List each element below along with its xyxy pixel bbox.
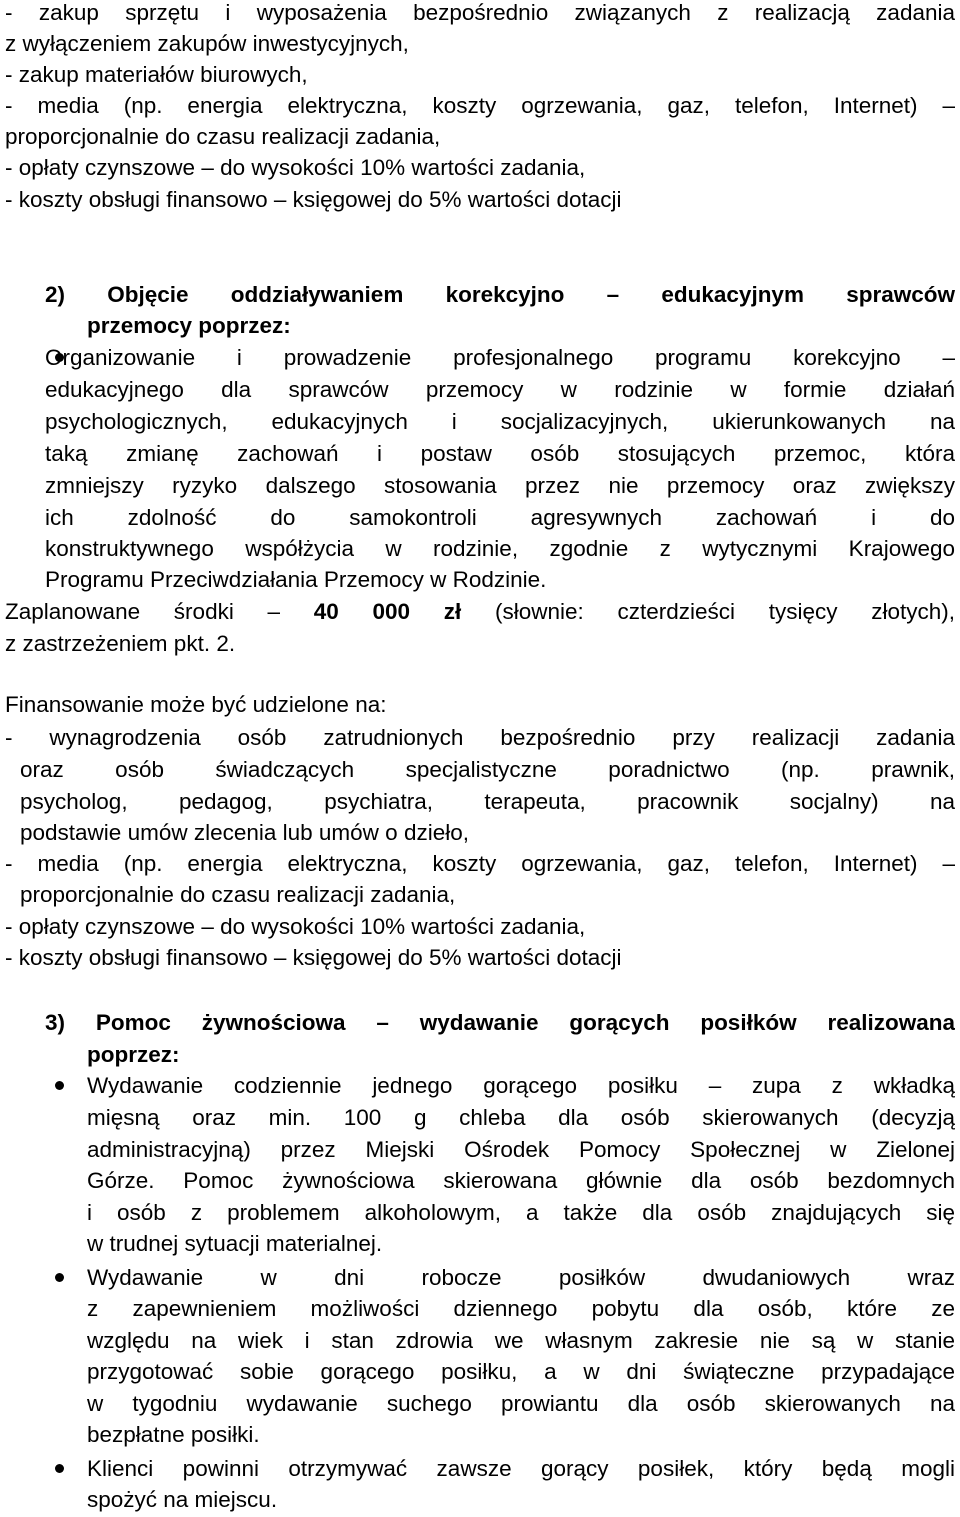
section-3-bullet-2-line: względu na wiek i stan zdrowia we własnym zakresie nie są w stanie	[87, 1328, 955, 1353]
section-3-bullet-2-line: z zapewnieniem możliwości dziennego pobytu dla osób, które ze	[87, 1296, 955, 1321]
financing-item: - wynagrodzenia osób zatrudnionych bezpośrednio przy realizacji zadania	[5, 725, 955, 750]
section-3-bullet-3-line: spożyć na miejscu.	[87, 1487, 278, 1512]
section-3-bullet-1-line: i osób z problemem alkoholowym, a także dla osób znajdujących się	[87, 1200, 955, 1225]
section-2-bullet-line: zmniejszy ryzyko dalszego stosowania przez nie przemocy oraz zwiększy	[45, 473, 955, 498]
financing-item: - koszty obsługi finansowo – księgowej do 5% wartości dotacji	[5, 945, 622, 970]
section-2-bullet-line: taką zmianę zachowań i postaw osób stosujących przemoc, która	[45, 441, 955, 466]
section-3-bullet-2-line: bezpłatne posiłki.	[87, 1422, 260, 1447]
planned-funds-prefix: Zaplanowane środki –	[5, 599, 281, 624]
financing-item-cont: psycholog, pedagog, psychiatra, terapeuta, pracownik socjalny) na	[20, 789, 955, 814]
cost-item-office-supplies: - zakup materiałów biurowych,	[5, 62, 308, 87]
section-2-heading: 2) Objęcie oddziaływaniem korekcyjno – edukacyjnym sprawców	[45, 282, 955, 307]
bullet-icon	[55, 1464, 64, 1473]
section-3-bullet-2-line: w tygodniu wydawanie suchego prowiantu dla osób skierowanych na	[87, 1391, 955, 1416]
section-3-bullet-2-line: Wydawanie w dni robocze posiłków dwudaniowych wraz	[87, 1265, 955, 1290]
financing-item-cont: oraz osób świadczących specjalistyczne poradnictwo (np. prawnik,	[20, 757, 955, 782]
bullet-icon	[55, 1081, 64, 1090]
cost-item-accounting: - koszty obsługi finansowo – księgowej do 5% wartości dotacji	[5, 187, 622, 212]
section-3-bullet-1-line: Górze. Pomoc żywnościowa skierowana głównie dla osób bezdomnych	[87, 1168, 955, 1193]
financing-item: - media (np. energia elektryczna, koszty ogrzewania, gaz, telefon, Internet) –	[5, 851, 955, 876]
financing-title: Finansowanie może być udzielone na:	[5, 692, 387, 717]
planned-funds-suffix: (słownie: czterdzieści tysięcy złotych),	[495, 599, 955, 624]
planned-funds-amount: 40 000 zł	[313, 599, 462, 624]
planned-funds-line-cont: z zastrzeżeniem pkt. 2.	[5, 631, 236, 656]
bullet-icon	[55, 1273, 64, 1282]
section-2-heading-cont: przemocy poprzez:	[87, 313, 291, 338]
cost-item-rent: - opłaty czynszowe – do wysokości 10% wartości zadania,	[5, 155, 586, 180]
section-3-bullet-1-line: mięsną oraz min. 100 g chleba dla osób skierowanych (decyzją	[87, 1105, 955, 1130]
section-2-bullet-line: ich zdolność do samokontroli agresywnych zachowań i do	[45, 505, 955, 530]
section-2-bullet-line: konstruktywnego współżycia w rodzinie, zgodnie z wytycznymi Krajowego	[45, 536, 955, 561]
cost-item-equipment: - zakup sprzętu i wyposażenia bezpośrednio związanych z realizacją zadania	[5, 0, 955, 25]
section-2-bullet-line: psychologicznych, edukacyjnych i socjalizacyjnych, ukierunkowanych na	[45, 409, 955, 434]
section-3-heading: 3) Pomoc żywnościowa – wydawanie gorących posiłków realizowana	[45, 1010, 955, 1035]
cost-item-media: - media (np. energia elektryczna, koszty ogrzewania, gaz, telefon, Internet) –	[5, 93, 955, 118]
section-3-bullet-3-line: Klienci powinni otrzymywać zawsze gorący posiłek, który będą mogli	[87, 1456, 955, 1481]
section-3-bullet-2-line: przygotować sobie gorącego posiłku, a w dni świąteczne przypadające	[87, 1359, 955, 1384]
section-2-bullet-line: Organizowanie i prowadzenie profesjonalnego programu korekcyjno –	[45, 345, 955, 370]
section-2-bullet-line: edukacyjnego dla sprawców przemocy w rodzinie w formie działań	[45, 377, 955, 402]
financing-item-cont: proporcjonalnie do czasu realizacji zadania,	[20, 882, 456, 907]
section-3-bullet-1-line: administracyjną) przez Miejski Ośrodek Pomocy Społecznej w Zielonej	[87, 1137, 955, 1162]
section-2-bullet-line: Programu Przeciwdziałania Przemocy w Rodzinie.	[45, 567, 547, 592]
planned-funds-line	[5, 596, 955, 627]
cost-item-equipment-cont: z wyłączeniem zakupów inwestycyjnych,	[5, 31, 409, 56]
section-3-heading-cont: poprzez:	[87, 1042, 180, 1067]
section-3-bullet-1-line: w trudnej sytuacji materialnej.	[87, 1231, 383, 1256]
financing-item-cont: podstawie umów zlecenia lub umów o dzieło,	[20, 820, 469, 845]
financing-item: - opłaty czynszowe – do wysokości 10% wartości zadania,	[5, 914, 586, 939]
section-3-bullet-1-line: Wydawanie codziennie jednego gorącego posiłku – zupa z wkładką	[87, 1073, 955, 1098]
cost-item-media-cont: proporcjonalnie do czasu realizacji zadania,	[5, 124, 441, 149]
